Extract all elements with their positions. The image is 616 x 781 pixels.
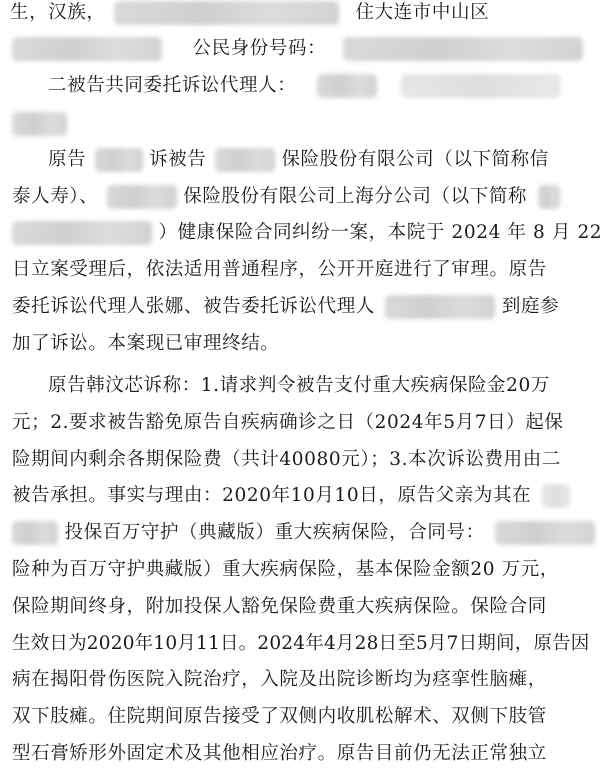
doc-line-8: [0, 252, 616, 288]
claims-line-14: 被告承担。事实与理由：2020年10月10日，原告父亲为其在: [12, 485, 532, 506]
redacted-block: [495, 521, 595, 545]
intro-line-1-start: 生，汉族，: [10, 2, 106, 23]
doc-line-3: [0, 68, 616, 104]
redacted-block: [95, 148, 143, 172]
agent-label: 二被告共同委托诉讼代理人：: [48, 75, 297, 96]
doc-line-9: [0, 289, 616, 325]
redacted-block: [317, 74, 377, 98]
redacted-block: [12, 221, 152, 245]
doc-line-11: [0, 368, 616, 404]
claims-line-17: 保险期间终身，附加投保人豁免保险费重大疾病保险。保险合同: [12, 596, 547, 617]
doc-line-12: [0, 405, 616, 441]
claims-line-19: 病在揭阳骨伤医院入院治疗，入院及出院诊断均为痉挛性脑瘫，: [12, 669, 547, 690]
redacted-block: [215, 148, 275, 172]
case-defendant-1: 保险股份有限公司（以下简称信: [281, 149, 549, 170]
doc-line-19: [0, 662, 616, 698]
case-line-8: 日立案受理后，依法适用普通程序，公开开庭进行了审理。原告: [12, 259, 547, 280]
doc-line-2: [0, 31, 616, 67]
redacted-block: [542, 484, 570, 508]
redacted-block: [12, 37, 162, 61]
claims-line-15: 投保百万守护（典藏版）重大疾病保险，合同号：: [64, 522, 485, 543]
doc-line-13: [0, 442, 616, 478]
doc-line-20: [0, 699, 616, 735]
intro-line-1-end: 住大连市中山区: [355, 2, 490, 23]
case-line-9-end: 到庭参: [501, 296, 560, 317]
redacted-block: [538, 185, 560, 209]
redacted-block: [114, 1, 339, 25]
doc-line-17: [0, 589, 616, 625]
claims-line-21: 型石膏矫形外固定术及其他相应治疗。原告目前仍无法正常独立: [12, 743, 547, 764]
claims-line-13: 险期间内剩余各期保险费（共计40080元）；3.本次诉讼费用由二: [12, 449, 561, 470]
claims-line-16: 险种为百万守护典藏版）重大疾病保险，基本保险金额20 万元，: [12, 559, 559, 580]
case-defendant-2: 保险股份有限公司上海分公司（以下简称: [183, 186, 528, 207]
case-line-6-start: 泰人寿）、: [12, 186, 99, 207]
claims-line-18: 生效日为2020年10月11日。2024年4月28日至5月7日期间，原告因: [12, 633, 590, 654]
doc-line-1: [0, 0, 616, 31]
doc-line-14: [0, 478, 616, 514]
doc-line-4: [0, 106, 616, 142]
redacted-block: [343, 37, 583, 61]
claims-line-20: 双下肢瘫。住院期间原告接受了双侧内收肌松解术、双侧下肢管: [12, 706, 547, 727]
doc-line-18: [0, 626, 616, 662]
case-line-10: 加了诉讼。本案现已审理终结。: [12, 333, 280, 354]
doc-line-10: [0, 326, 616, 362]
doc-line-16: [0, 552, 616, 588]
doc-line-5: [0, 142, 616, 178]
claims-line-11: 原告韩汶芯诉称：1.请求判令被告支付重大疾病保险金20万: [48, 375, 550, 396]
redacted-block: [12, 112, 67, 136]
case-sues-label: 诉被告: [149, 149, 207, 170]
redacted-block: [107, 185, 177, 209]
case-line-9-start: 委托诉讼代理人张娜、被告委托诉讼代理人: [12, 296, 375, 317]
id-number-label: 公民身份号码：: [192, 38, 327, 59]
redacted-block: [12, 521, 58, 545]
doc-line-21: [0, 736, 616, 772]
case-line-7: ）健康保险合同纠纷一案，本院于 2024 年 8 月 22: [158, 222, 603, 243]
redacted-block: [401, 74, 561, 98]
doc-line-6: [0, 179, 616, 215]
claims-line-12: 元；2.要求被告豁免原告自疾病确诊之日（2024年5月7日）起保: [12, 412, 564, 433]
case-plaintiff-prefix: 原告: [48, 149, 87, 170]
redacted-block: [385, 295, 495, 319]
doc-line-15: [0, 515, 616, 551]
doc-line-7: [0, 215, 616, 251]
